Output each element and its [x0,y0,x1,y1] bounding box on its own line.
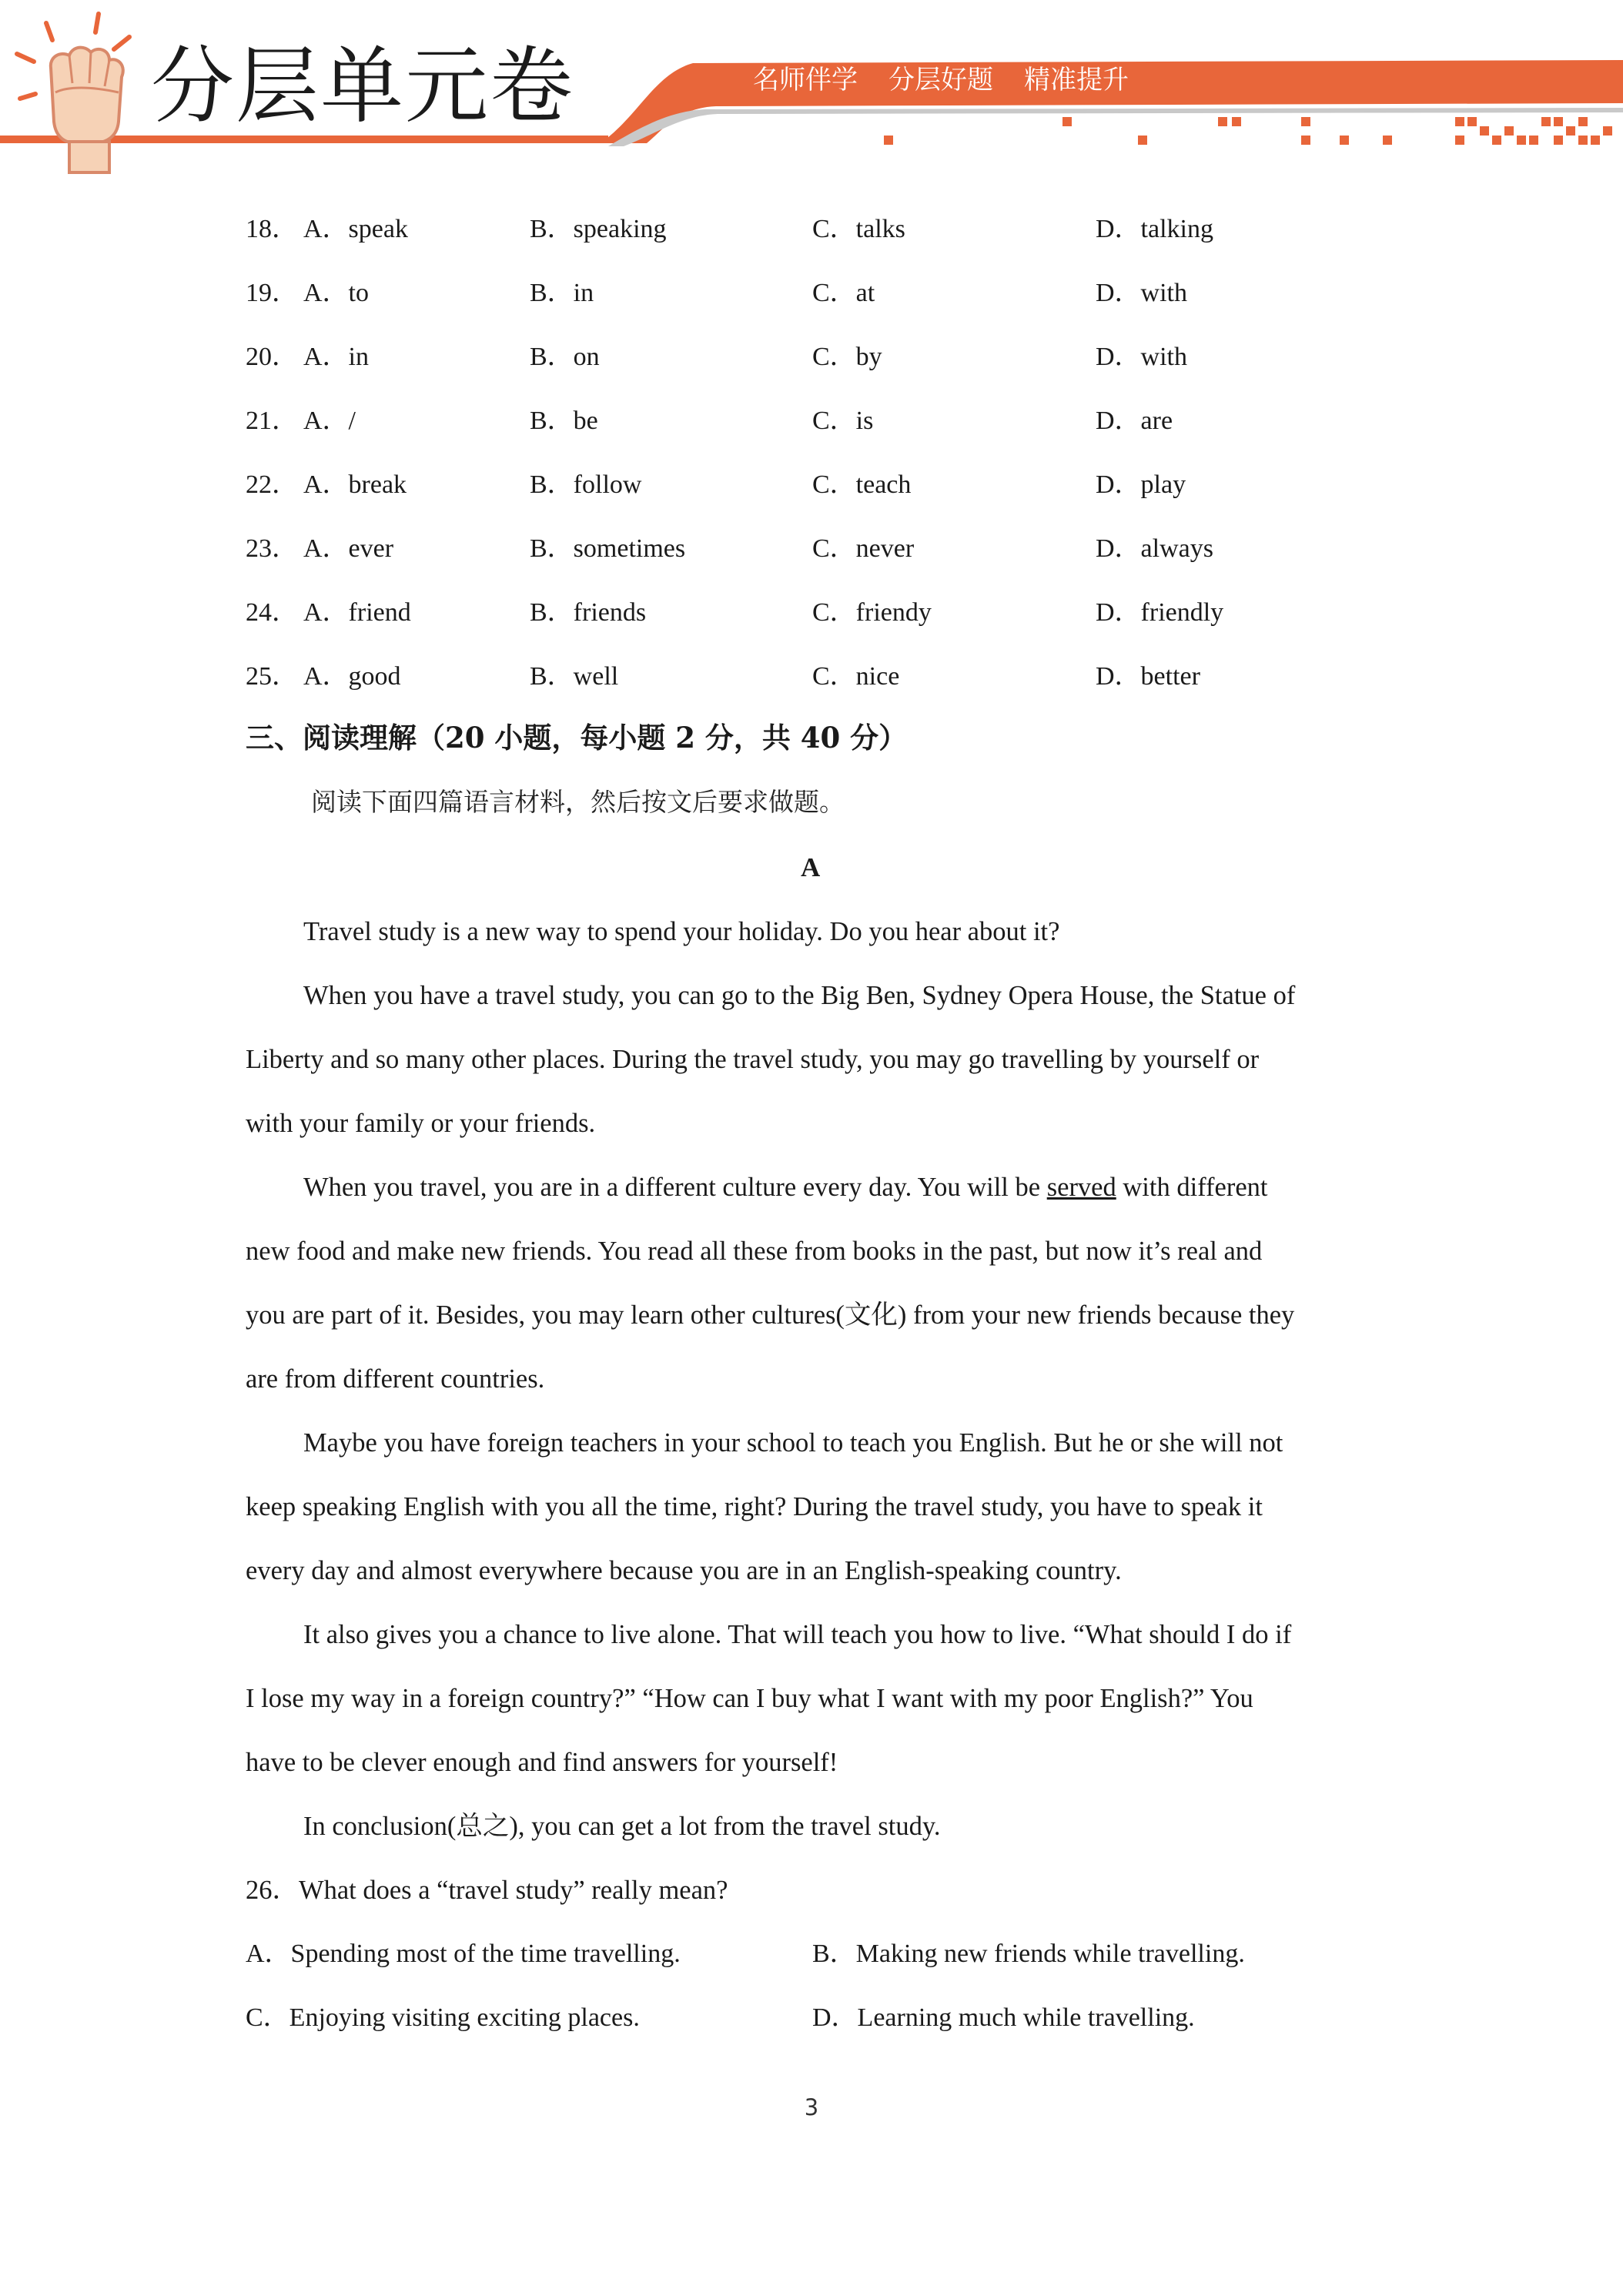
passage-line: are from different countries. [246,1364,545,1394]
option-d: D．with [1096,279,1187,307]
option-d: D．friendly [1096,598,1224,627]
passage-line: you are part of it. Besides, you may learn other cultures(文化) from your new friends because they [246,1300,1295,1330]
passage-line [303,1164,1267,1210]
passage-line: It also gives you a chance to live alone. That will teach you how to live. “What should I do if [303,1620,1292,1649]
question-stem: 26．What does a “travel study” really mean? [246,1876,728,1905]
question-number: 18． [246,215,298,243]
passage-text: with different [1116,1173,1268,1202]
option-c: C．teach [812,470,912,499]
passage-line: I lose my way in a foreign country?” “How can I buy what I want with my poor English?” You [246,1684,1253,1713]
answer-option-d: D．Learning much while travelling. [812,2003,1195,2032]
fist-icon [6,6,145,176]
underlined-word: served [1046,1173,1116,1202]
option-a: A．in [303,343,369,371]
option-c: C．talks [812,215,905,243]
passage-text: When you travel, you are in a different culture every day. You will be [303,1173,1047,1202]
option-b: B．friends [530,598,647,627]
slogan-item: 名师伴学 [753,65,858,95]
page-number: 3 [804,2094,819,2120]
question-number: 24． [246,598,298,627]
option-d: D．always [1096,534,1213,563]
passage-line: with your family or your friends. [246,1109,596,1138]
section-heading: 三、阅读理解（20 小题，每小题 2 分，共 40 分） [246,721,908,755]
option-a: A．ever [303,534,394,563]
option-a: A．speak [303,215,408,243]
passage-line: In conclusion(总之), you can get a lot from the travel study. [303,1812,941,1841]
option-d: D．play [1096,470,1186,499]
question-number: 25． [246,662,298,691]
answer-option-a: A．Spending most of the time travelling. [246,1940,681,1968]
option-c: C．friendy [812,598,932,627]
question-number: 19． [246,279,298,307]
passage-line: Liberty and so many other places. During the travel study, you may go travelling by yourself or [246,1045,1260,1074]
slogan-item: 分层好题 [888,65,993,95]
question-number: 20． [246,343,298,371]
passage-line: have to be clever enough and find answers for yourself! [246,1748,838,1777]
option-a: A．/ [303,407,356,435]
option-b: B．sometimes [530,534,686,563]
passage-line: every day and almost everywhere because you are in an English-speaking country. [246,1556,1122,1585]
slogan-item: 精准提升 [1024,65,1129,95]
page-header [0,0,1623,177]
passage-line: Travel study is a new way to spend your holiday. Do you hear about it? [303,917,1060,946]
option-d: D．talking [1096,215,1213,243]
option-c: C．at [812,279,875,307]
header-slogan [753,57,1129,103]
passage-line: When you have a travel study, you can go to the Big Ben, Sydney Opera House, the Statue of [303,981,1296,1010]
option-b: B．well [530,662,619,691]
passage-label: A [801,852,821,882]
option-a: A．friend [303,598,411,627]
option-d: D．better [1096,662,1200,691]
option-d: D．are [1096,407,1173,435]
option-b: B．in [530,279,594,307]
answer-option-b: B．Making new friends while travelling. [812,1940,1245,1968]
section-instruction: 阅读下面四篇语言材料，然后按文后要求做题。 [311,787,845,817]
option-c: C．nice [812,662,900,691]
answer-option-c: C．Enjoying visiting exciting places. [246,2003,640,2032]
question-number: 23． [246,534,298,563]
option-b: B．on [530,343,600,371]
brand-title: 分层单元卷 [151,38,575,135]
option-b: B．speaking [530,215,667,243]
passage-line: Maybe you have foreign teachers in your school to teach you English. But he or she will not [303,1428,1283,1458]
passage-line: keep speaking English with you all the time, right? During the travel study, you have to speak it [246,1492,1263,1521]
option-c: C．by [812,343,882,371]
option-a: A．to [303,279,369,307]
option-a: A．break [303,470,407,499]
option-c: C．is [812,407,874,435]
pixel-pattern [884,117,1612,145]
passage-line: new food and make new friends. You read all these from books in the past, but now it’s real and [246,1237,1263,1266]
option-c: C．never [812,534,915,563]
option-b: B．follow [530,470,642,499]
question-number: 21． [246,407,298,435]
option-a: A．good [303,662,401,691]
question-number: 22． [246,470,298,499]
option-d: D．with [1096,343,1187,371]
option-b: B．be [530,407,598,435]
